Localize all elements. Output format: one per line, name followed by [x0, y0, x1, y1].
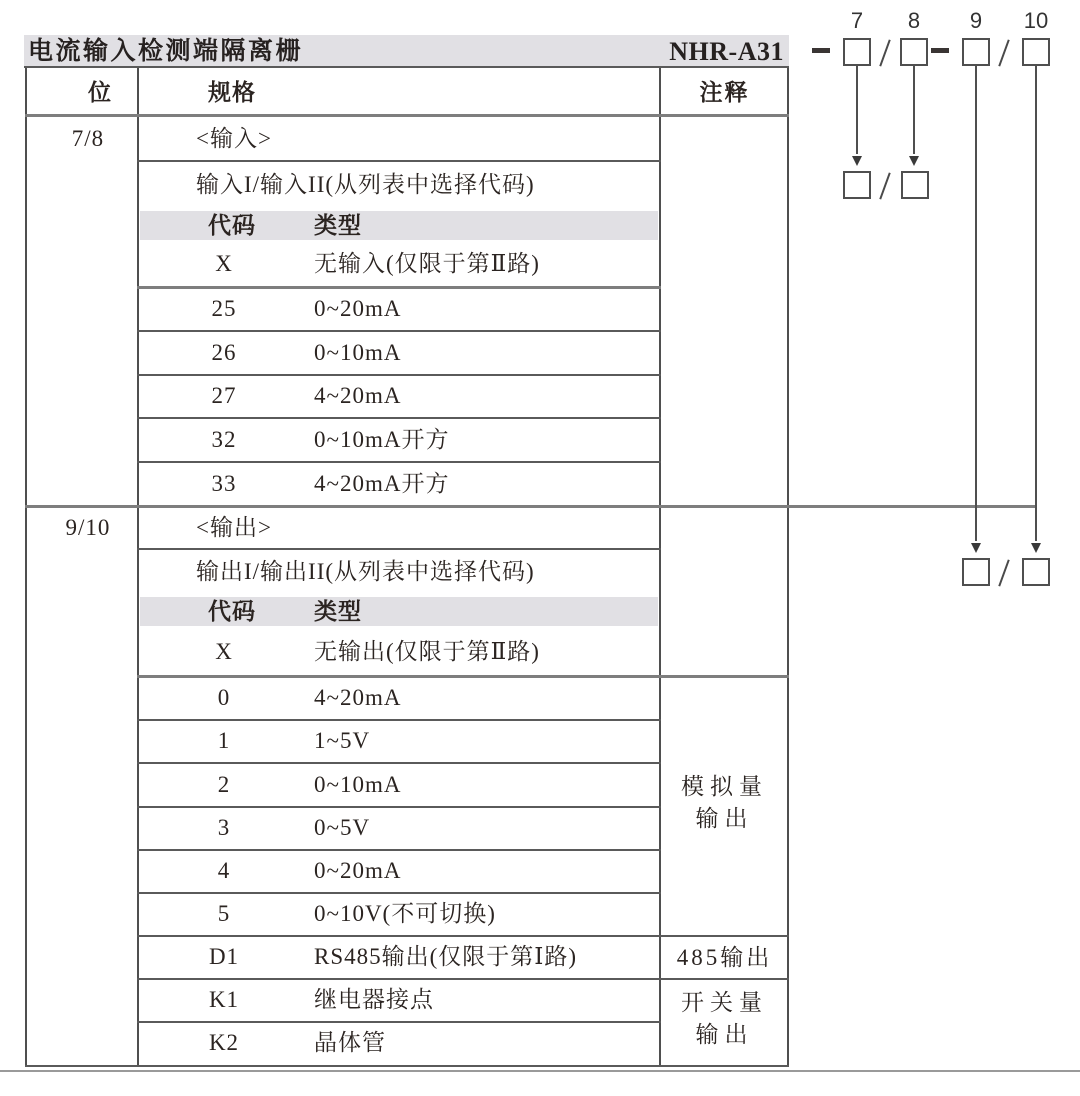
- slash-separator: [998, 40, 1009, 67]
- code-box-8: [900, 38, 928, 66]
- type-cell: 0~10mA: [314, 340, 402, 365]
- slash-separator: [879, 173, 890, 200]
- grid-line: [137, 461, 661, 463]
- grid-line: [137, 160, 661, 162]
- type-cell: 晶体管: [314, 1030, 386, 1055]
- code-cell: 27: [211, 383, 237, 408]
- code-cell: K1: [208, 987, 240, 1012]
- type-cell: 0~20mA: [314, 296, 402, 321]
- grid-line: [137, 675, 789, 678]
- grid-line: [137, 806, 661, 808]
- arrowhead: [909, 156, 919, 166]
- type-cell: 无输入(仅限于第Ⅱ路): [314, 251, 540, 276]
- grid-line: [24, 66, 789, 68]
- grid-line: [137, 935, 789, 937]
- grid-line: [137, 417, 661, 419]
- code-cell: 26: [211, 340, 237, 365]
- type-cell: 继电器接点: [314, 987, 434, 1012]
- grid-line: [137, 374, 661, 376]
- grid-line: [137, 849, 661, 851]
- code-cell: 3: [217, 815, 231, 840]
- grid-line: [137, 892, 661, 894]
- arrowhead: [971, 543, 981, 553]
- slash-separator: [998, 560, 1009, 587]
- grid-line: [25, 66, 27, 1065]
- digit-position-8: 8: [907, 8, 921, 33]
- code-cell: 32: [211, 427, 237, 452]
- output-code-box-I: [962, 558, 990, 586]
- note-analog-line2: 输出: [695, 806, 754, 831]
- digit-position-7: 7: [850, 8, 864, 33]
- arrowhead: [1031, 543, 1041, 553]
- code-cell: 4: [217, 858, 231, 883]
- grid-line: [25, 114, 789, 117]
- leader-line-10: [1035, 66, 1037, 541]
- grid-line: [787, 66, 789, 1065]
- type-cell: 0~10mA: [314, 772, 402, 797]
- type-cell: RS485输出(仅限于第Ⅰ路): [314, 944, 578, 969]
- type-cell: 0~10V(不可切换): [314, 901, 496, 926]
- grid-line: [137, 978, 789, 980]
- type-cell: 0~5V: [314, 815, 371, 840]
- group-label-output: <输出>: [196, 515, 272, 540]
- leader-line-8: [913, 66, 915, 154]
- grid-line: [137, 1021, 661, 1023]
- type-cell: 4~20mA开方: [314, 471, 450, 496]
- code-cell: X: [215, 251, 233, 276]
- dash-separator: [812, 48, 830, 53]
- group-hint-input: 输入I/输入II(从列表中选择代码): [196, 172, 535, 197]
- type-cell: 0~10mA开方: [314, 427, 450, 452]
- dash-separator: [931, 48, 949, 53]
- grid-line: [137, 719, 661, 721]
- code-box-7: [843, 38, 871, 66]
- type-col-header: 类型: [314, 213, 362, 238]
- group-label-input: <输入>: [196, 126, 272, 151]
- type-cell: 4~20mA: [314, 685, 402, 710]
- code-col-header: 代码: [208, 599, 256, 624]
- type-cell: 无输出(仅限于第Ⅱ路): [314, 639, 540, 664]
- grid-line: [137, 66, 139, 1065]
- input-code-box-I: [843, 171, 871, 199]
- note-rs485: 485输出: [676, 945, 773, 970]
- code-box-9: [962, 38, 990, 66]
- digit-position-10: 10: [1023, 8, 1049, 33]
- note-switch-line2: 输出: [695, 1022, 754, 1047]
- type-col-header: 类型: [314, 599, 362, 624]
- output-code-box-II: [1022, 558, 1050, 586]
- code-cell: 33: [211, 471, 237, 496]
- col-header-note: 注释: [699, 80, 750, 105]
- note-switch-line1: 开关量: [681, 990, 768, 1015]
- col-header-pos: 位: [88, 80, 112, 105]
- code-box-10: [1022, 38, 1050, 66]
- group-hint-output: 输出I/输出II(从列表中选择代码): [196, 559, 535, 584]
- section-pos-9-10: 9/10: [65, 515, 111, 540]
- leader-line-9: [975, 66, 977, 541]
- grid-line: [137, 548, 661, 550]
- col-header-spec: 规格: [208, 80, 256, 105]
- section-pos-7-8: 7/8: [71, 126, 105, 151]
- grid-line: [25, 1065, 789, 1067]
- code-cell: 5: [217, 901, 231, 926]
- page-separator-line: [0, 1070, 1080, 1072]
- slash-separator: [879, 40, 890, 67]
- code-cell: 1: [217, 728, 231, 753]
- code-cell: K2: [208, 1030, 240, 1055]
- code-cell: 0: [217, 685, 231, 710]
- model-code: NHR-A31: [669, 37, 784, 66]
- digit-position-9: 9: [969, 8, 983, 33]
- section-divider-line: [25, 505, 1037, 508]
- code-cell: D1: [208, 944, 240, 969]
- grid-line: [659, 66, 661, 1065]
- type-cell: 4~20mA: [314, 383, 402, 408]
- note-analog-line1: 模拟量: [681, 774, 768, 799]
- arrowhead: [852, 156, 862, 166]
- grid-line: [137, 762, 661, 764]
- code-cell: X: [215, 639, 233, 664]
- code-col-header: 代码: [208, 213, 256, 238]
- code-cell: 25: [211, 296, 237, 321]
- type-cell: 0~20mA: [314, 858, 402, 883]
- code-cell: 2: [217, 772, 231, 797]
- input-code-box-II: [901, 171, 929, 199]
- type-cell: 1~5V: [314, 728, 371, 753]
- leader-line-7: [856, 66, 858, 154]
- grid-line: [137, 286, 661, 289]
- page-title: 电流输入检测端隔离栅: [28, 38, 304, 65]
- grid-line: [137, 330, 661, 332]
